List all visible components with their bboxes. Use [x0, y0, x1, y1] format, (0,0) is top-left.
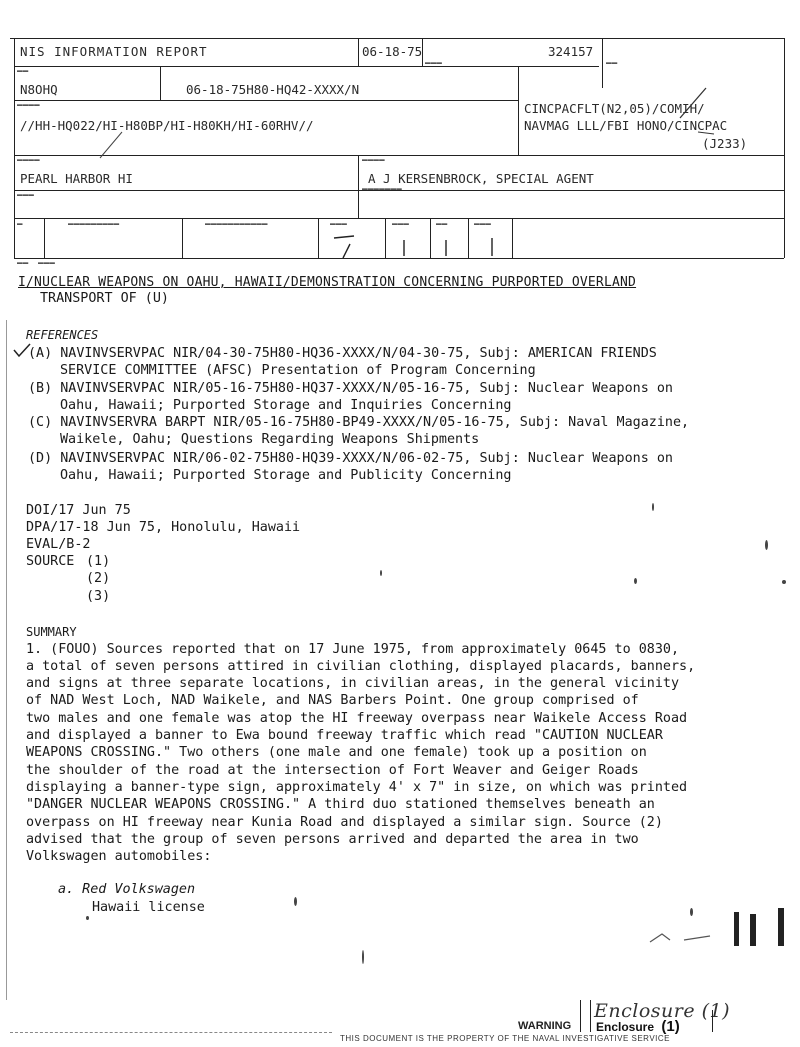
- serial-number: 324157: [548, 44, 594, 59]
- field-caption: ▬▬: [17, 260, 29, 266]
- reference-c-line2: Waikele, Oahu; Questions Regarding Weapons Shipments: [60, 432, 480, 447]
- summary-line: a total of seven persons attired in civilian clothing, displayed placards, banners,: [26, 659, 696, 674]
- distribution-left: //HH-HQ022/HI-H80BP/HI-H80KH/HI-60RHV//: [20, 118, 314, 133]
- speck: [765, 540, 768, 550]
- field-caption: ▬: [17, 221, 23, 227]
- doi: DOI/17 Jun 75: [26, 503, 131, 518]
- property-notice: THIS DOCUMENT IS THE PROPERTY OF THE NAVAL INVESTIGATIVE SERVICE: [340, 1034, 670, 1043]
- warning-label: WARNING: [518, 1020, 572, 1032]
- made-by: A J KERSENBROCK, SPECIAL AGENT: [368, 171, 594, 186]
- handwritten-enclosure: Enclosure (1): [594, 1000, 731, 1022]
- summary-line: "DANGER NUCLEAR WEAPONS CROSSING." A third duo stationed themselves beneath an: [26, 797, 655, 812]
- enclosure-stamp-label: Enclosure: [596, 1020, 655, 1034]
- field-caption: ▬▬▬▬▬▬▬▬▬: [68, 221, 120, 227]
- rule: [6, 320, 7, 1000]
- enclosure-stamp: [596, 1018, 680, 1035]
- speck: [380, 570, 382, 576]
- summary-line: the shoulder of the road at the intersection of Fort Weaver and Geiger Roads: [26, 763, 639, 778]
- office-code: N8OHQ: [20, 82, 58, 97]
- summary-line: overpass on HI freeway near Kunia Road and displayed a similar sign. Source (2): [26, 815, 663, 830]
- summary-line: advised that the group of seven persons arrived and departed the area in two: [26, 832, 639, 847]
- speck: [652, 503, 654, 511]
- margin-marks: [600, 900, 800, 960]
- field-caption: ▬▬: [17, 68, 29, 74]
- field-caption: ▬▬▬▬: [17, 157, 40, 163]
- field-caption: ▬▬: [436, 221, 448, 227]
- speck: [86, 916, 89, 920]
- summary-line: and displayed a banner to Ewa bound freeway traffic which read "CAUTION NUCLEAR: [26, 728, 663, 743]
- distribution-right-3: (J233): [702, 136, 748, 151]
- reference-b-line2: Oahu, Hawaii; Purported Storage and Inquiries Concerning: [60, 398, 512, 413]
- subject-line-1: I/NUCLEAR WEAPONS ON OAHU, HAWAII/DEMONSTRATION CONCERNING PURPORTED OVERLAND: [18, 275, 637, 290]
- source-2: (2): [86, 571, 111, 586]
- field-caption: ▬▬▬▬: [17, 102, 40, 108]
- field-caption: ▬▬▬▬▬▬▬▬▬▬▬: [205, 221, 268, 227]
- distribution-right-2: NAVMAG LLL/FBI HONO/CINCPAC: [524, 118, 728, 133]
- case-number: 06-18-75H80-HQ42-XXXX/N: [186, 82, 360, 97]
- speck: [362, 950, 364, 964]
- speck: [634, 578, 637, 584]
- field-caption: ▬▬▬: [392, 221, 410, 227]
- vehicle-a-line2: Hawaii license: [92, 900, 205, 915]
- eval: EVAL/B-2: [26, 537, 91, 552]
- field-caption: ▬▬▬▬: [362, 157, 385, 163]
- field-caption: ▬▬: [606, 60, 618, 66]
- footer-rule: [580, 1000, 581, 1032]
- summary-line: of NAD West Loch, NAD Waikele, and NAS Barbers Point. One group comprised of: [26, 693, 639, 708]
- reference-a-line2: SERVICE COMMITTEE (AFSC) Presentation of Program Concerning: [60, 363, 536, 378]
- reference-d-line2: Oahu, Hawaii; Purported Storage and Publicity Concerning: [60, 468, 512, 483]
- summary-line: WEAPONS CROSSING." Two others (one male and one female) took up a position on: [26, 745, 647, 760]
- reference-b-line1: (B) NAVINVSERVPAC NIR/05-16-75H80-HQ37-XXXX/N/05-16-75, Subj: Nuclear Weapons on: [28, 381, 673, 396]
- source-label: SOURCE: [26, 554, 75, 569]
- summary-line: 1. (FOUO) Sources reported that on 17 June 1975, from approximately 0645 to 0830,: [26, 642, 680, 657]
- source-3: (3): [86, 589, 111, 604]
- subject-line-2: TRANSPORT OF (U): [40, 291, 169, 306]
- distribution-right-1: CINCPACFLT(N2,05)/COMIH/: [524, 101, 705, 116]
- report-date: 06-18-75: [362, 44, 423, 59]
- speck: [294, 897, 297, 906]
- pen-marks: [0, 0, 800, 280]
- summary-line: displaying a banner-type sign, approximately 4' x 7" in size, on which was printed: [26, 780, 688, 795]
- summary-heading: SUMMARY: [26, 625, 77, 639]
- source-1: (1): [86, 554, 111, 569]
- field-caption: ▬▬▬: [17, 192, 35, 198]
- footer-rule: [590, 1000, 591, 1032]
- references-heading: REFERENCES: [26, 328, 99, 342]
- field-caption: ▬▬▬: [474, 221, 492, 227]
- reference-d-line1: (D) NAVINVSERVPAC NIR/06-02-75H80-HQ39-XXXX/N/06-02-75, Subj: Nuclear Weapons on: [28, 451, 673, 466]
- reference-a-line1: (A) NAVINVSERVPAC NIR/04-30-75H80-HQ36-XXXX/N/04-30-75, Subj: AMERICAN FRIENDS: [28, 346, 657, 361]
- summary-line: and signs at three separate locations, in civilian areas, in the general vicinity: [26, 676, 680, 691]
- made-at: PEARL HARBOR HI: [20, 171, 133, 186]
- field-caption: ▬▬▬: [425, 60, 443, 66]
- footer-rule: [712, 1010, 713, 1032]
- check-mark: [12, 342, 32, 360]
- summary-line: Volkswagen automobiles:: [26, 849, 212, 864]
- report-title: NIS INFORMATION REPORT: [20, 44, 208, 59]
- dpa: DPA/17-18 Jun 75, Honolulu, Hawaii: [26, 520, 301, 535]
- summary-line: two males and one female was atop the HI freeway overpass near Waikele Access Road: [26, 711, 688, 726]
- vehicle-a-line1: a. Red Volkswagen: [58, 882, 196, 897]
- speck: [782, 580, 786, 584]
- field-caption: ▬▬▬: [330, 221, 348, 227]
- enclosure-stamp-number: (1): [661, 1018, 680, 1035]
- reference-c-line1: (C) NAVINVSERVRA BARPT NIR/05-16-75H80-BP49-XXXX/N/05-16-75, Subj: Naval Magazine,: [28, 415, 690, 430]
- field-caption: ▬▬▬▬▬▬▬: [362, 186, 402, 192]
- field-caption: ▬▬▬: [38, 260, 56, 266]
- footer-rule: [10, 1032, 332, 1033]
